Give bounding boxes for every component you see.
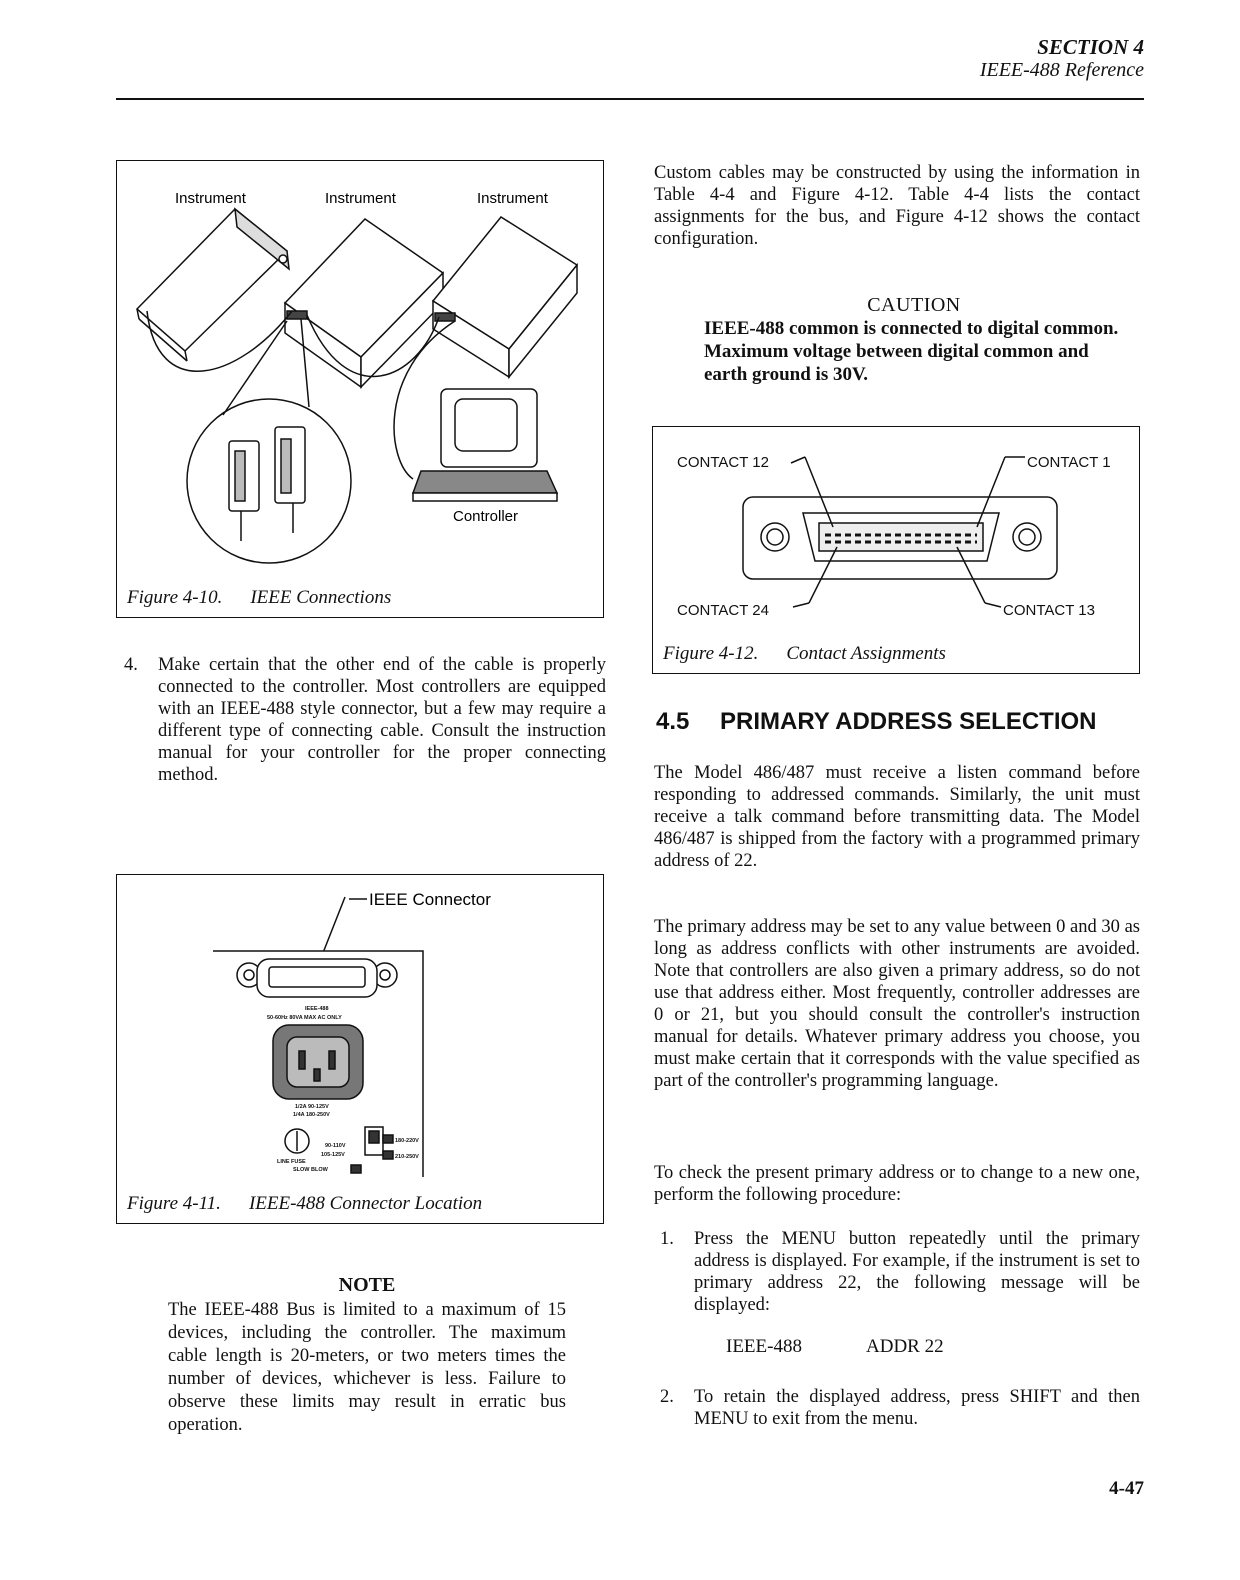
header-subtitle: IEEE-488 Reference (979, 59, 1144, 81)
panel-text-8: 105-125V (321, 1152, 345, 1158)
step-number: 4. (124, 655, 138, 675)
ieee-connector-label: IEEE Connector (369, 890, 491, 909)
header-section: SECTION 4 (1037, 35, 1144, 59)
ieee-connections-illustration (117, 161, 602, 581)
panel-text-10: 210-250V (395, 1154, 419, 1160)
panel-text-9: 180-220V (395, 1138, 419, 1144)
panel-text-3: 1/2A 90-125V (295, 1104, 329, 1110)
step-text: Make certain that the other end of the cable is properly connected to the controller. Most controllers are equipped with an IEEE-488 style connector, but a few may require a different type of connecting cable. Consult the instruction manual for your controller for the proper connecting method. (158, 655, 606, 785)
contact-1-label: CONTACT 1 (1027, 454, 1111, 471)
figure-4-10 (116, 160, 604, 618)
caption-title: Contact Assignments (786, 643, 946, 664)
instrument-label-2: Instrument (325, 190, 396, 207)
section-number: 4.5 (656, 708, 690, 735)
display-message-left: IEEE-488 (726, 1336, 802, 1357)
caption-title: IEEE Connections (250, 587, 392, 608)
contact-assignments-illustration (653, 427, 1138, 637)
panel-text-5: LINE FUSE (277, 1159, 306, 1165)
caption-number: Figure 4-10. (127, 587, 223, 608)
step-number: 2. (660, 1387, 674, 1407)
ieee-connector-location-illustration (117, 875, 602, 1185)
section-heading (656, 708, 1097, 736)
contact-24-label: CONTACT 24 (677, 602, 769, 619)
paragraph-3: To check the present primary address or to change to a new one, perform the following procedure: (654, 1163, 1140, 1205)
page-number: 4-47 (1109, 1478, 1144, 1499)
caution-text: IEEE-488 common is connected to digital common. Maximum voltage between digital common and earth ground is 30V. (704, 318, 1119, 385)
caption-number: Figure 4-12. (663, 643, 759, 664)
panel-text-7: 90-110V (325, 1143, 346, 1149)
running-header (980, 36, 1144, 82)
caution-heading: CAUTION (867, 294, 961, 316)
contact-13-label: CONTACT 13 (1003, 602, 1095, 619)
paragraph-2: The primary address may be set to any value between 0 and 30 as long as address conflicts with other instruments are avoided. Note that controllers are also given a primary address, so do not use that address either. Most frequently, controller addresses are 0 or 21, but you should consult the controller's instruction manual for details. Whatever primary address you choose, you must make certain that it corresponds with the value specified as part of the controller's programming language. (654, 917, 1140, 1091)
step-1 (660, 1228, 1140, 1320)
power-inlet-icon (273, 1025, 363, 1099)
instrument-label-3: Instrument (477, 190, 548, 207)
display-message-right: ADDR 22 (866, 1336, 944, 1357)
caption-title: IEEE-488 Connector Location (248, 1193, 483, 1214)
note-heading: NOTE (338, 1274, 396, 1296)
panel-text-1: IEEE-488 (305, 1006, 329, 1012)
figure-4-12 (652, 426, 1140, 674)
step-number: 1. (660, 1229, 674, 1249)
figure-4-11 (116, 874, 604, 1224)
note-text: The IEEE-488 Bus is limited to a maximum of 15 devices, including the controller. The maximum cable length is 20-meters, or two meters times the number of devices, whichever is less. Failure to observe these limits may result in erratic bus operation. (168, 1300, 566, 1435)
paragraph-1: The Model 486/487 must receive a listen command before responding to addressed commands. Similarly, the unit must receive a talk command before transmitting data. The Model 486/487 is shipped from the factory with a programmed primary address of 22. (654, 763, 1140, 871)
step-4 (124, 654, 606, 794)
section-title: PRIMARY ADDRESS SELECTION (720, 708, 1097, 735)
controller-icon (413, 389, 557, 501)
figure-4-11-caption (127, 1193, 482, 1215)
note-block (168, 1274, 566, 1437)
contact-12-label: CONTACT 12 (677, 454, 769, 471)
ieee-488-connector-icon (237, 959, 397, 997)
figure-4-10-caption (127, 587, 391, 609)
caption-number: Figure 4-11. (127, 1193, 221, 1214)
panel-text-4: 1/4A 180-250V (293, 1112, 330, 1118)
step-2 (660, 1386, 1140, 1436)
panel-text-6: SLOW BLOW (293, 1167, 328, 1173)
header-rule (116, 98, 1144, 100)
caution-block (704, 294, 1124, 386)
figure-4-12-caption (663, 643, 946, 665)
panel-text-2: 50-60Hz 80VA MAX AC ONLY (267, 1015, 342, 1021)
intro-paragraph: Custom cables may be constructed by using the information in Table 4-4 and Figure 4-12. Table 4-4 lists the contact assignments for the bus, and Figure 4-12 shows the contact configuration. (654, 163, 1140, 249)
step-text: To retain the displayed address, press SHIFT and then MENU to exit from the menu. (694, 1387, 1140, 1429)
instrument-1-icon (137, 209, 287, 351)
instrument-label-1: Instrument (175, 190, 246, 207)
controller-label: Controller (453, 508, 519, 525)
connector-magnifier (187, 399, 351, 563)
step-text: Press the MENU button repeatedly until the primary address is displayed. For example, if the instrument is set to primary address 22, the following message will be displayed: (694, 1229, 1140, 1315)
